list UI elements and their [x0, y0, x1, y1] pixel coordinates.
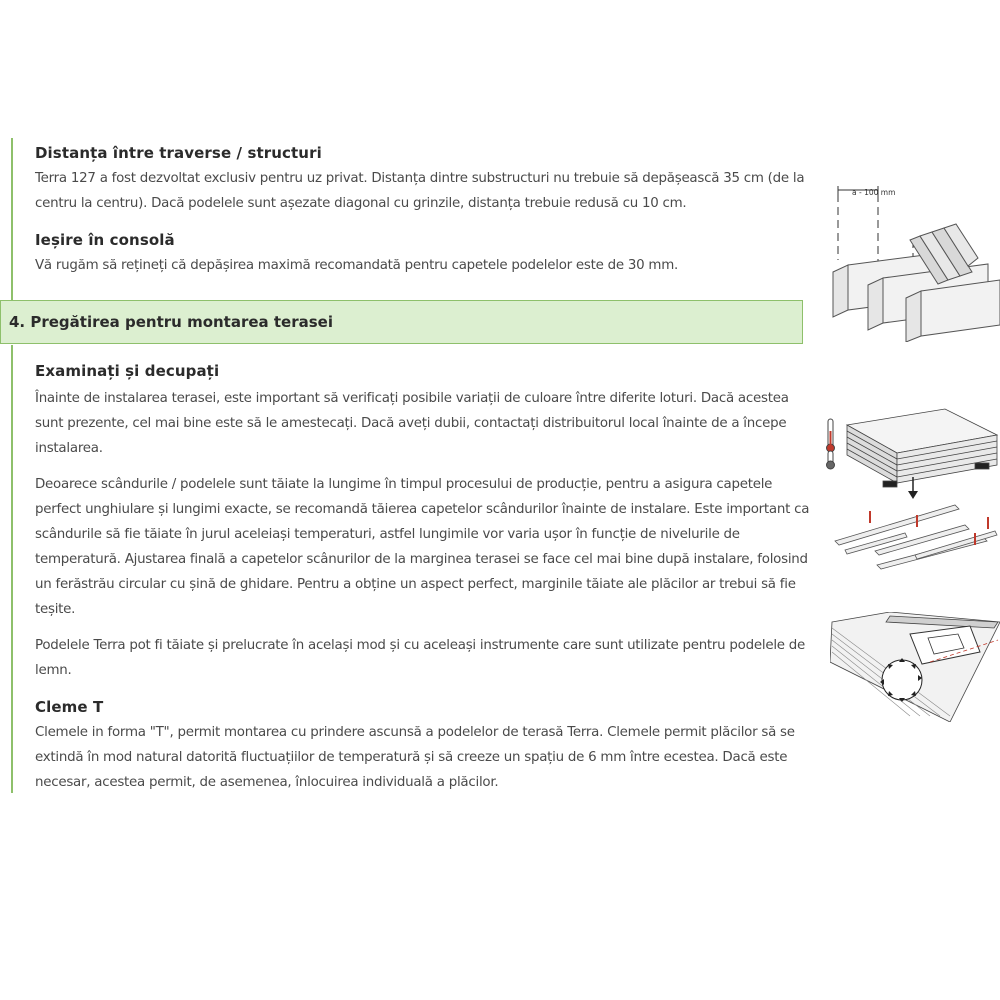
clips-heading: Cleme T: [35, 698, 104, 716]
spacing-paragraph: Terra 127 a fost dezvoltat exclusiv pentru uz privat. Distanța dintre substructuri nu trebuie să depășească 35 cm (de la centru la centru). Dacă podelele sunt așezate diagonal cu grinzile, distanța trebuie redusă cu 10 cm.: [35, 171, 805, 211]
overhang-paragraph: Vă rugăm să rețineți că depășirea maximă recomandată pentru capetele podelelor este de 30 mm.: [35, 258, 679, 273]
spacing-dimension-label: a - 100 mm: [852, 188, 896, 197]
overhang-heading: Ieșire în consolă: [35, 231, 175, 249]
joist-spacing-illustration: [828, 180, 1000, 342]
spacing-heading: Distanța între traverse / structuri: [35, 144, 322, 162]
section-header-bar: [0, 300, 803, 344]
examine-heading: Examinați și decupați: [35, 362, 220, 380]
circular-saw-illustration: [830, 612, 1000, 722]
left-accent-rule-bottom: [11, 345, 13, 793]
clips-paragraph: Clemele in forma "T", permit montarea cu prindere ascunsă a podelelor de terasă Terra. Clemele permit plăcilor să se extindă în mod natural datorită fluctuațiilor de temperatură și să creeze un spațiu de 6 mm între ecestea. Dacă este necesar, acestea permit, de asemenea, înlocuirea individuală a plăcilor.: [35, 725, 795, 790]
left-accent-rule-top: [11, 138, 13, 301]
thermometer-icon: [827, 419, 835, 469]
section-title: 4. Pregătirea pentru montarea terasei: [9, 313, 333, 331]
examine-paragraph-1: Înainte de instalarea terasei, este important să verificați posibile variații de culoare între diferite loturi. Dacă acestea sunt prezente, cel mai bine este să le amestecați. Dacă aveți dubii, contactați distribuitorul local înainte de a începe instalarea.: [35, 391, 789, 456]
examine-paragraph-2: Deoarece scândurile / podelele sunt tăiate la lungime în timpul procesului de producție, pentru a asigura capetele perfect unghiulare și lungimi exacte, se recomandă tăierea capetelor scândurilor înainte de instalare. Este important ca scândurile să fie tăiate în jurul aceleiași temperaturi, astfel lungimile vor varia ușor în funcție de nivelurile de temperatură. Ajustarea finală a capetelor scânurilor de la marginea terasei se face cel mai bine după instalare, folosind un ferăstrău circular cu șină de ghidare. Pentru a obține un aspect perfect, marginile tăiate ale plăcilor ar trebui să fie teșite.: [35, 477, 810, 617]
examine-paragraph-3: Podelele Terra pot fi tăiate și prelucrate în același mod și cu aceleași instrumente care sunt utilizate pentru podelele de lemn.: [35, 638, 806, 678]
board-stack-temperature-illustration: [825, 405, 1000, 575]
